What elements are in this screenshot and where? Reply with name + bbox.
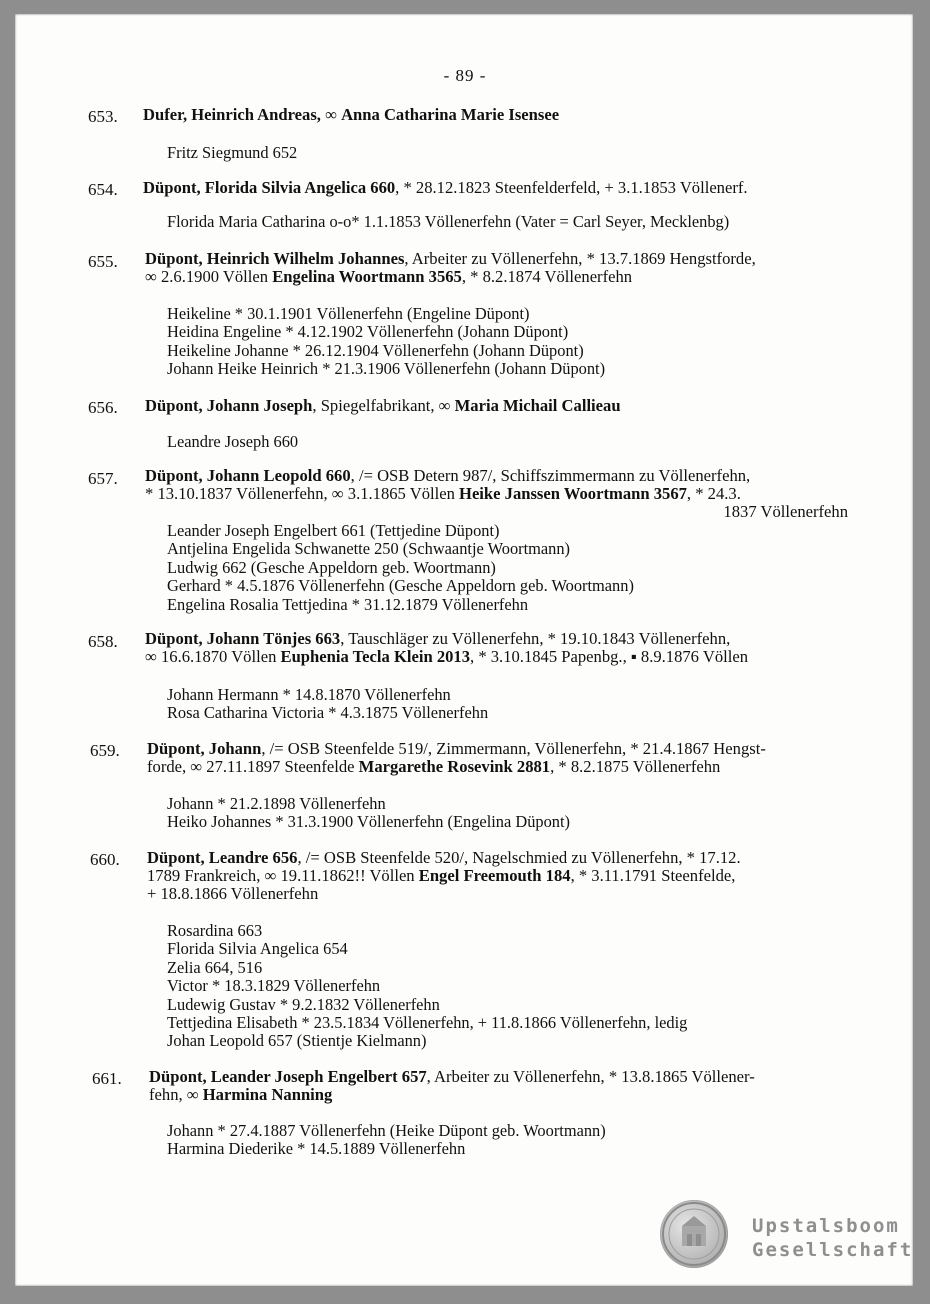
heading-text: , * 8.2.1875 Völlenerfehn — [550, 757, 721, 776]
entry-number: 656. — [88, 398, 118, 417]
person-name: Düpont, Johann — [147, 739, 262, 758]
entry-number: 654. — [88, 180, 118, 199]
person-name: Engelina Woortmann 3565 — [272, 267, 462, 286]
heading-line — [143, 106, 853, 124]
child-entry: Rosa Catharina Victoria * 4.3.1875 Völlenerfehn — [167, 703, 489, 723]
entry-heading — [143, 179, 853, 197]
heading-continuation: 1837 Völlenerfehn — [723, 502, 848, 521]
child-entry: Ludewig Gustav * 9.2.1832 Völlenerfehn — [167, 994, 440, 1014]
person-name: Anna Catharina Marie Isensee — [341, 105, 560, 124]
entry-heading — [145, 397, 855, 415]
society-watermark — [660, 1198, 914, 1268]
heading-text: ∞ 2.6.1900 Völlen — [145, 267, 273, 286]
child-entry: Leander Joseph Engelbert 661 (Tettjedine Düpont) — [167, 521, 500, 540]
children-list — [167, 1122, 867, 1159]
heading-text: fehn, ∞ — [149, 1085, 203, 1104]
child-entry: Johann * 27.4.1887 Völlenerfehn (Heike Düpont geb. Woortmann) — [167, 1121, 606, 1140]
children-list — [167, 922, 867, 1051]
child-entry: Ludwig 662 (Gesche Appeldorn geb. Woortmann) — [167, 557, 496, 577]
heading-line — [145, 467, 855, 485]
child-entry: Johann * 21.2.1898 Völlenerfehn — [167, 794, 386, 813]
person-name: Düpont, Johann Leopold 660 — [145, 466, 351, 485]
child-entry: Tettjedina Elisabeth * 23.5.1834 Völlenerfehn, + 11.8.1866 Völlenerfehn, ledig — [167, 1013, 688, 1033]
person-name: Dufer, Heinrich Andreas, — [143, 105, 326, 124]
heading-text: , Arbeiter zu Völlenerfehn, * 13.8.1865 Völlener- — [426, 1067, 755, 1086]
child-entry: Johann Heike Heinrich * 21.3.1906 Völlenerfehn (Johann Düpont) — [167, 359, 606, 379]
heading-line — [143, 179, 853, 197]
heading-text: forde, ∞ 27.11.1897 Steenfelde — [147, 757, 359, 776]
heading-line — [147, 740, 857, 758]
child-entry: Leandre Joseph 660 — [167, 432, 299, 451]
children-list — [167, 795, 867, 832]
child-entry: Engelina Rosalia Tettjedina * 31.12.1879 Völlenerfehn — [167, 594, 529, 614]
heading-text: ∞ 16.6.1870 Völlen — [145, 647, 281, 666]
heading-text: , Spiegelfabrikant, ∞ — [312, 396, 455, 415]
heading-text: , /= OSB Steenfelde 520/, Nagelschmied zu Völlenerfehn, * 17.12. — [297, 848, 741, 867]
child-entry: Victor * 18.3.1829 Völlenerfehn — [167, 976, 381, 996]
page-number: - 89 - — [443, 66, 487, 85]
entry-number: 653. — [88, 107, 118, 126]
heading-text: 1789 Frankreich, ∞ 19.11.1862!! Völlen — [147, 866, 419, 885]
child-entry: Florida Silvia Angelica 654 — [167, 939, 348, 959]
heading-text: , /= OSB Steenfelde 519/, Zimmermann, Völlenerfehn, * 21.4.1867 Hengst- — [261, 739, 766, 758]
heading-text: , * 28.12.1823 Steenfelderfeld, + 3.1.1853 Völlenerf. — [395, 178, 748, 197]
heading-text: , /= OSB Detern 987/, Schiffszimmermann zu Völlenerfehn, — [350, 466, 751, 485]
heading-text: , Arbeiter zu Völlenerfehn, * 13.7.1869 Hengstforde, — [404, 249, 756, 268]
entry-heading — [145, 467, 855, 521]
person-name: Harmina Nanning — [202, 1085, 333, 1104]
child-entry: Gerhard * 4.5.1876 Völlenerfehn (Gesche Appeldorn geb. Woortmann) — [167, 576, 634, 596]
child-entry: Heikeline Johanne * 26.12.1904 Völlenerfehn (Johann Düpont) — [167, 340, 584, 360]
watermark-line-2: Gesellschaft — [752, 1239, 914, 1261]
entry-heading — [145, 250, 855, 286]
child-entry: Harmina Diederike * 14.5.1889 Völlenerfehn — [167, 1139, 466, 1159]
heading-line — [145, 250, 855, 268]
person-name: Euphenia Tecla Klein 2013 — [280, 647, 471, 666]
person-name: Düpont, Heinrich Wilhelm Johannes — [145, 249, 405, 268]
person-name: Margarethe Rosevink 2881 — [358, 757, 551, 776]
heading-text: , Tauschläger zu Völlenerfehn, * 19.10.1843 Völlenerfehn, — [340, 629, 731, 648]
heading-line — [147, 849, 857, 867]
person-name: Düpont, Johann Tönjes 663 — [145, 629, 341, 648]
seal-logo-icon — [660, 1200, 728, 1268]
heading-text: + 18.8.1866 Völlenerfehn — [147, 884, 319, 903]
entry-number: 655. — [88, 252, 118, 271]
child-entry: Johann Hermann * 14.8.1870 Völlenerfehn — [167, 685, 451, 704]
entry-heading — [149, 1068, 859, 1104]
heading-text: ∞ — [325, 105, 342, 124]
children-list — [167, 522, 867, 614]
entry-number: 658. — [88, 632, 118, 651]
child-entry: Heiko Johannes * 31.3.1900 Völlenerfehn (Engelina Düpont) — [167, 812, 571, 832]
heading-line — [147, 867, 857, 885]
heading-line — [145, 630, 855, 648]
person-name: Düpont, Johann Joseph — [145, 396, 313, 415]
heading-line — [145, 397, 855, 415]
children-list — [167, 305, 867, 379]
heading-text: * 13.10.1837 Völlenerfehn, ∞ 3.1.1865 Völlen — [145, 484, 460, 503]
watermark-line-1: Upstalsboom — [752, 1215, 900, 1237]
child-entry: Zelia 664, 516 — [167, 957, 263, 977]
child-entry: Heidina Engeline * 4.12.1902 Völlenerfehn (Johann Düpont) — [167, 322, 569, 342]
person-name: Düpont, Leander Joseph Engelbert 657 — [149, 1067, 427, 1086]
child-entry: Fritz Siegmund 652 — [167, 143, 298, 162]
heading-line — [145, 648, 855, 666]
heading-text: , * 8.2.1874 Völlenerfehn — [461, 267, 633, 286]
heading-line — [145, 268, 855, 286]
child-entry: Heikeline * 30.1.1901 Völlenerfehn (Engeline Düpont) — [167, 304, 530, 323]
heading-line — [147, 885, 857, 903]
entry-heading — [147, 849, 857, 903]
children-list — [167, 686, 867, 723]
heading-line — [147, 758, 857, 776]
child-entry: Antjelina Engelida Schwanette 250 (Schwaantje Woortmann) — [167, 539, 571, 559]
heading-line — [145, 485, 855, 503]
person-name: Engel Freemouth 184 — [418, 866, 571, 885]
person-name: Maria Michail Callieau — [454, 396, 621, 415]
entry-heading — [147, 740, 857, 776]
person-name: Düpont, Leandre 656 — [147, 848, 298, 867]
child-entry: Rosardina 663 — [167, 921, 263, 940]
entry-number: 659. — [90, 741, 120, 760]
entry-heading — [143, 106, 853, 124]
heading-text: , * 3.10.1845 Papenbg., ▪ 8.9.1876 Völlen — [470, 647, 748, 666]
heading-text: , * 24.3. — [686, 484, 741, 503]
person-name: Heike Janssen Woortmann 3567 — [459, 484, 687, 503]
children-list — [167, 213, 867, 231]
heading-line — [149, 1068, 859, 1086]
entry-number: 661. — [92, 1069, 122, 1088]
entry-heading — [145, 630, 855, 666]
heading-text: , * 3.11.1791 Steenfelde, — [570, 866, 736, 885]
children-list — [167, 433, 867, 451]
children-list — [167, 144, 867, 162]
entry-number: 657. — [88, 469, 118, 488]
person-name: Düpont, Florida Silvia Angelica 660 — [143, 178, 396, 197]
child-entry: Johan Leopold 657 (Stientje Kielmann) — [167, 1031, 427, 1051]
entry-number: 660. — [90, 850, 120, 869]
child-entry: Florida Maria Catharina o-o* 1.1.1853 Völlenerfehn (Vater = Carl Seyer, Mecklenbg) — [167, 212, 730, 231]
heading-line — [149, 1086, 859, 1104]
